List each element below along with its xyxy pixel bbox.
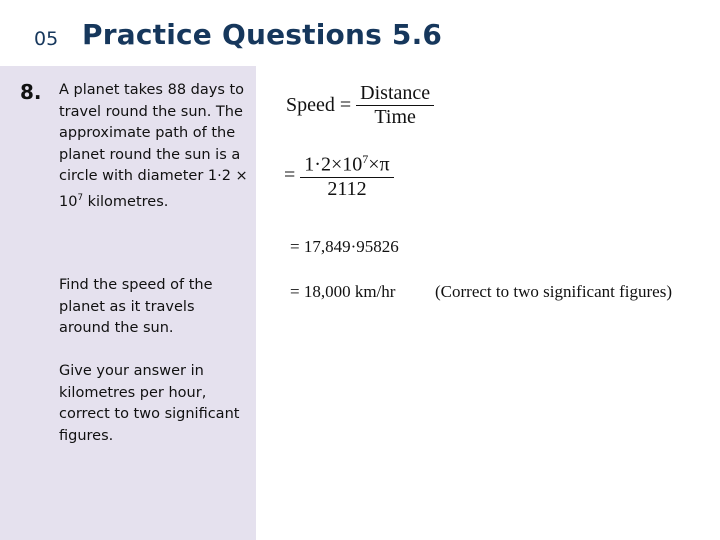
rounding-note: (Correct to two significant figures) [435,282,672,301]
substitution-denominator: 2112 [300,177,393,201]
question-number: 8. [20,80,42,104]
question-answer-format: Give your answer in kilometres per hour, correct to two significant figures. [59,363,240,444]
question-text-main: A planet takes 88 days to travel round the sun. The approximate path of the planet round the sun is a circle with diameter 1·2 × 10 [59,82,248,210]
speed-fraction-numerator: Distance [360,82,431,104]
question-text-exponent: 7 [77,192,83,203]
speed-fraction-denominator: Time [356,105,434,129]
question-instruction: Find the speed of the planet as it travels around the sun. [59,277,213,337]
substitution-fraction [300,152,393,201]
unrounded-result: = 17,849·95826 [290,237,399,256]
question-text [59,80,249,213]
substitution-numerator-pi: ×π [368,153,390,176]
speed-fraction [356,82,434,129]
page-title: Practice Questions 5.6 [82,18,443,51]
speed-formula-lhs: Speed = [286,94,352,116]
substitution-equals: = [284,163,296,186]
substitution-numerator-exponent: 7 [362,152,369,166]
substitution-numerator-base: 1·2×10 [304,153,363,176]
chapter-number: 05 [34,28,59,50]
question-text-end: kilometres. [82,193,169,210]
substitution-formula [284,152,394,201]
speed-formula [286,82,434,129]
final-answer: = 18,000 km/hr [290,282,396,301]
substitution-numerator [300,152,393,177]
